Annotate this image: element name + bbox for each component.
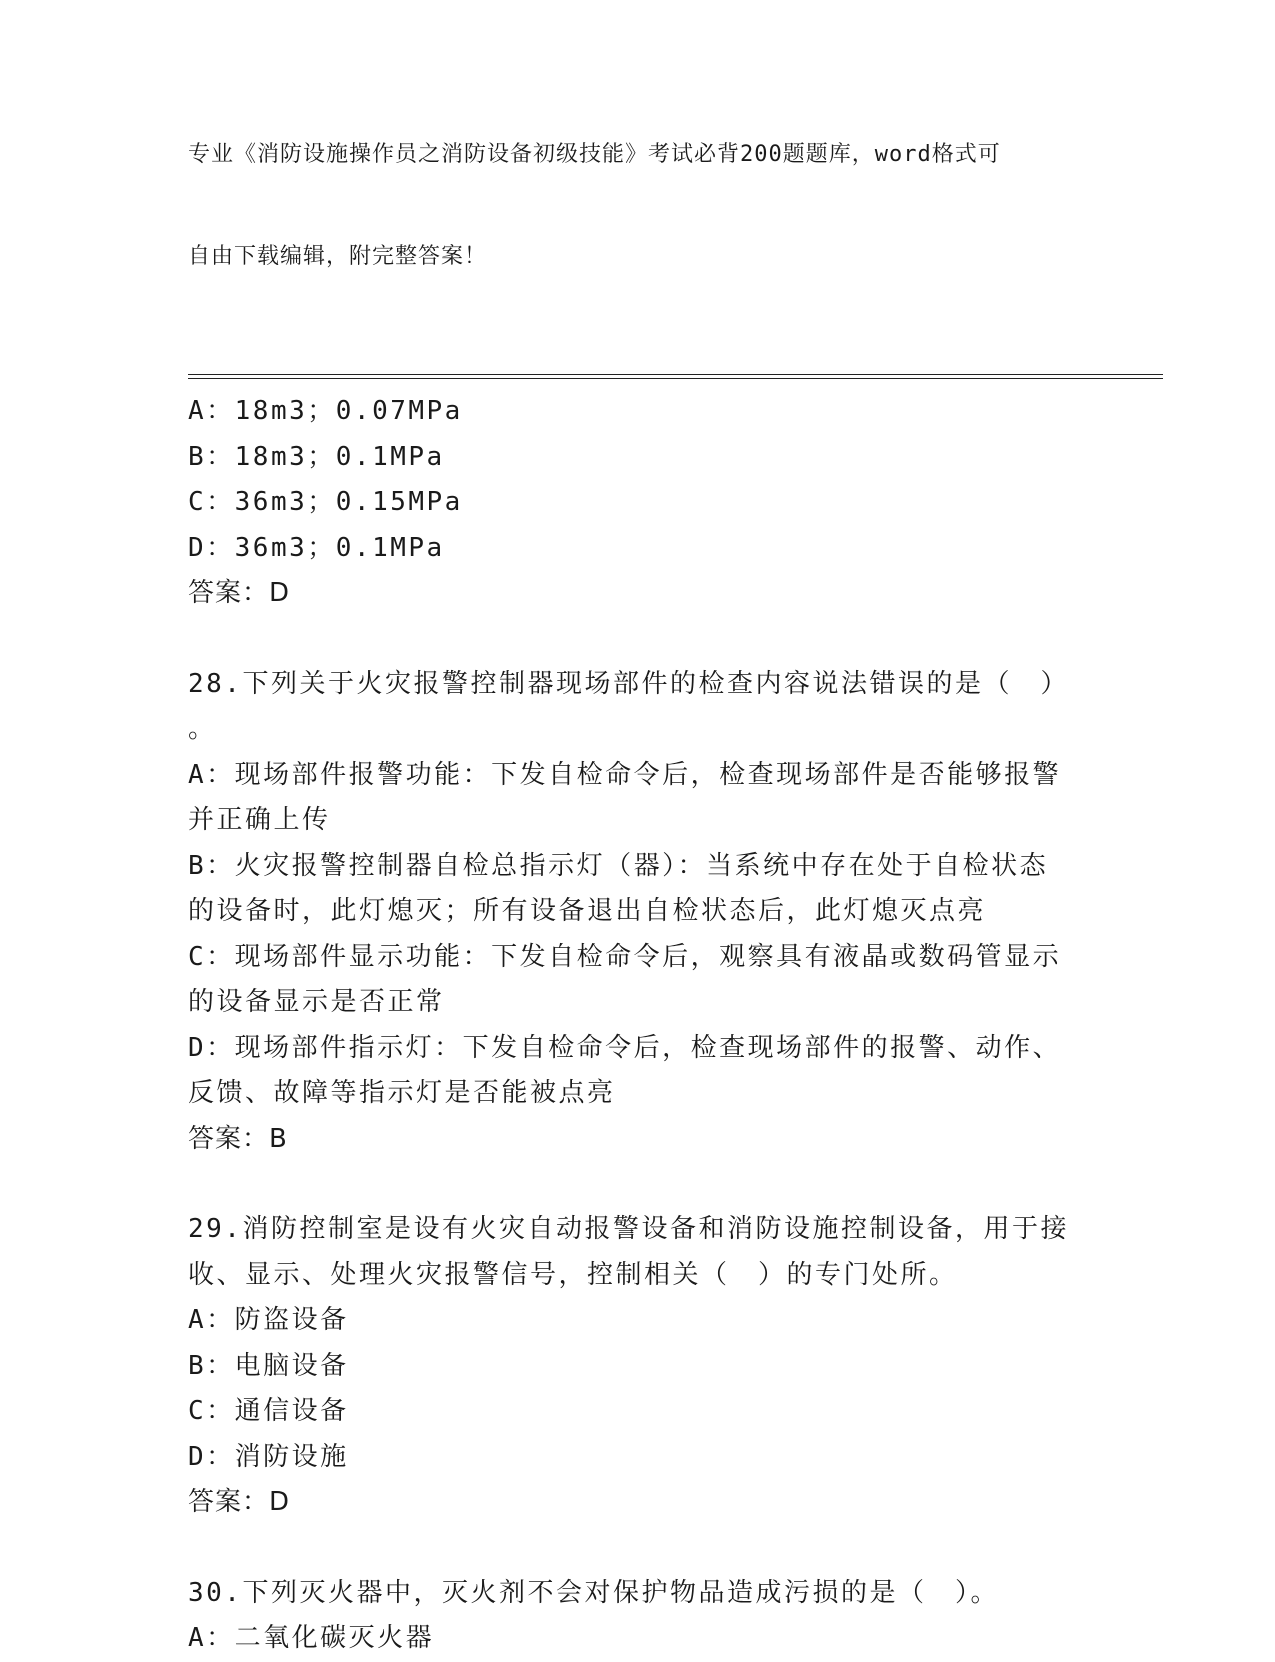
question-28 [188,662,1068,1163]
question-list [188,389,1068,1662]
question-27 [188,389,1068,617]
option-c-cont: 的设备显示是否正常 [188,987,445,1017]
question-29 [188,1207,1068,1526]
option-b: B：电脑设备 [188,1350,349,1381]
option-c: C：36m3；0.15MPa [188,487,463,517]
question-stem-cont: 。 [188,714,217,744]
option-b: B：火灾报警控制器自检总指示灯（器）：当系统中存在处于自检状态 [188,850,1049,881]
option-c: C：通信设备 [188,1396,349,1426]
header-line-2: 自由下载编辑，附完整答案！ [188,244,488,269]
option-a: A：18m3；0.07MPa [188,396,463,426]
option-a: A：防盗设备 [188,1305,349,1335]
answer: 答案：D [188,578,291,608]
option-d: D：现场部件指示灯：下发自检命令后，检查现场部件的报警、动作、 [188,1032,1062,1063]
option-c: C：现场部件显示功能：下发自检命令后，观察具有液晶或数码管显示 [188,941,1062,972]
option-d-cont: 反馈、故障等指示灯是否能被点亮 [188,1078,616,1108]
document-page [188,70,1168,1662]
option-d: D：消防设施 [188,1441,349,1472]
option-a: A：二氧化碳灭火器 [188,1623,435,1653]
answer: 答案：B [188,1123,288,1154]
question-stem: 30.下列灭火器中，灭火剂不会对保护物品造成污损的是（ ）。 [188,1577,999,1608]
answer: 答案：D [188,1487,291,1517]
document-header [188,70,1068,342]
option-b-cont: 的设备时，此灯熄灭；所有设备退出自检状态后，此灯熄灭点亮 [188,896,987,926]
option-b: B：18m3；0.1MPa [188,441,445,472]
question-30 [188,1571,1068,1662]
option-d: D：36m3；0.1MPa [188,532,445,563]
question-stem: 28.下列关于火灾报警控制器现场部件的检查内容说法错误的是（ ） [188,668,1069,699]
question-stem-cont: 收、显示、处理火灾报警信号，控制相关（ ）的专门处所。 [188,1259,958,1290]
question-stem: 29.消防控制室是设有火灾自动报警设备和消防设施控制设备，用于接 [188,1214,1069,1244]
option-a: A：现场部件报警功能：下发自检命令后，检查现场部件是否能够报警 [188,759,1062,790]
header-line-1: 专业《消防设施操作员之消防设备初级技能》考试必背200题题库，word格式可 [188,142,1001,167]
option-a-cont: 并正确上传 [188,805,331,835]
header-divider [188,374,1163,379]
